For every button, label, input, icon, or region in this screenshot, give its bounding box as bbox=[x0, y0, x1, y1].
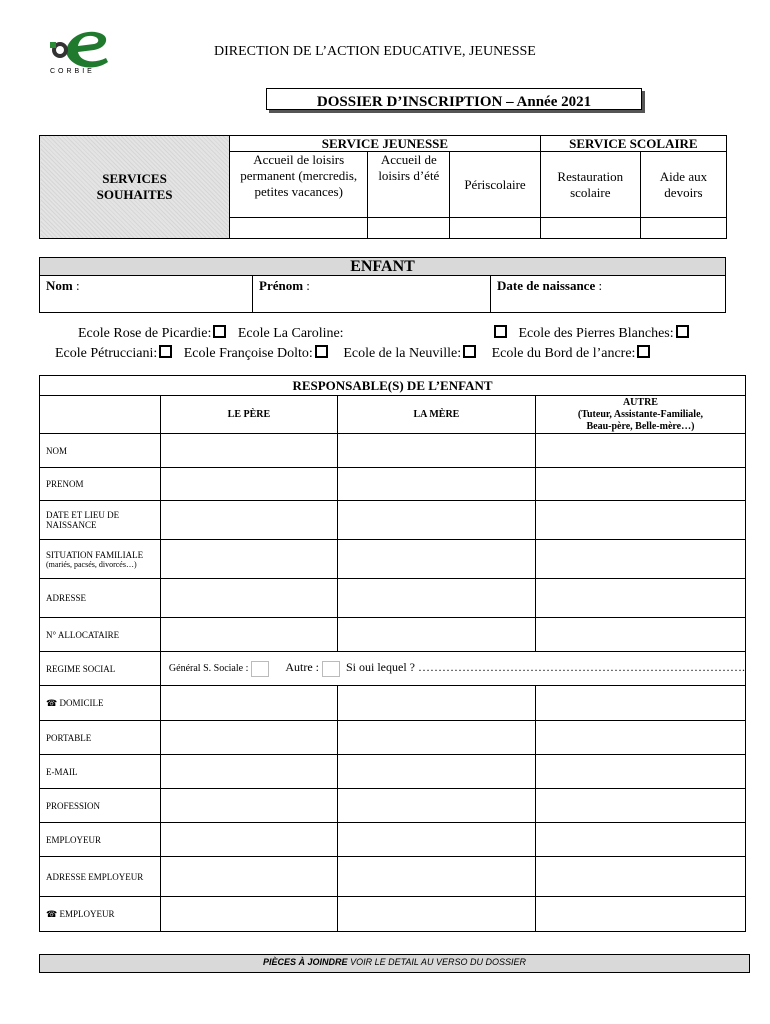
row-label: REGIME SOCIAL bbox=[40, 652, 161, 686]
enfant-prenom-field[interactable] bbox=[253, 276, 491, 313]
field-cell[interactable] bbox=[535, 501, 745, 540]
logo bbox=[44, 22, 116, 80]
field-cell[interactable] bbox=[535, 618, 745, 652]
colon: : bbox=[598, 278, 603, 293]
field-cell[interactable] bbox=[160, 789, 337, 823]
field-cell[interactable] bbox=[160, 579, 337, 618]
ecole-checkbox[interactable] bbox=[463, 345, 476, 358]
row-label-line: DATE ET LIEU DE bbox=[46, 510, 120, 520]
corbie-logo-icon bbox=[44, 22, 116, 72]
document-title-box bbox=[266, 88, 642, 110]
ecole-label: Ecole Pétrucciani: bbox=[55, 346, 158, 361]
ecole-checkbox[interactable] bbox=[159, 345, 172, 358]
col-autre-detail: Beau-père, Belle-mère…) bbox=[586, 420, 695, 432]
ecole-checkbox[interactable] bbox=[676, 325, 689, 338]
row-label-line: (mariés, pacsés, divorcés…) bbox=[46, 559, 137, 569]
ecole-label: Ecole de la Neuville: bbox=[343, 346, 462, 361]
ecole-checkbox[interactable] bbox=[637, 345, 650, 358]
ecole-label: Ecole du Bord de l’ancre: bbox=[491, 346, 636, 361]
field-cell[interactable] bbox=[337, 789, 535, 823]
field-cell[interactable] bbox=[535, 540, 745, 579]
ecole-checkbox[interactable] bbox=[315, 345, 328, 358]
ecole-label: Ecole Rose de Picardie: bbox=[78, 326, 212, 341]
ecole-label: Ecole des Pierres Blanches: bbox=[518, 326, 674, 341]
row-label: ☎ DOMICILE bbox=[40, 686, 161, 721]
field-cell[interactable] bbox=[535, 823, 745, 857]
col-autre-detail: (Tuteur, Assistante-Familiale, bbox=[577, 408, 704, 420]
field-cell[interactable] bbox=[535, 579, 745, 618]
row-label: ☎ EMPLOYEUR bbox=[40, 897, 161, 932]
regime-autre-label: Autre : bbox=[285, 660, 319, 675]
document-title: DOSSIER D’INSCRIPTION – Année 2021 bbox=[316, 94, 592, 110]
colon: : bbox=[306, 278, 310, 293]
col-autre-title: AUTRE bbox=[622, 396, 658, 408]
row-label: PORTABLE bbox=[40, 721, 161, 755]
row-label: E-MAIL bbox=[40, 755, 161, 789]
field-cell[interactable] bbox=[535, 897, 745, 932]
row-label: PROFESSION bbox=[40, 789, 161, 823]
field-cell[interactable] bbox=[535, 686, 745, 721]
service-item: Aide aux devoirs bbox=[640, 152, 726, 218]
service-item: Restauration scolaire bbox=[540, 152, 640, 218]
field-cell[interactable] bbox=[337, 468, 535, 501]
field-cell[interactable] bbox=[160, 468, 337, 501]
prenom-label: Prénom bbox=[259, 278, 304, 293]
enfant-title: ENFANT bbox=[350, 258, 415, 275]
date-naissance-label: Date de naissance bbox=[497, 278, 596, 293]
field-cell[interactable] bbox=[337, 501, 535, 540]
service-item: Accueil de loisirs d’été bbox=[368, 152, 450, 218]
services-label: SERVICES SOUHAITES bbox=[96, 171, 173, 202]
row-label-line: NAISSANCE bbox=[46, 520, 97, 530]
enfant-table bbox=[39, 275, 726, 313]
service-checkbox-cell[interactable] bbox=[640, 218, 726, 239]
field-cell[interactable] bbox=[337, 686, 535, 721]
pieces-label: PIÈCES À JOINDRE bbox=[263, 957, 348, 967]
service-checkbox-cell[interactable] bbox=[368, 218, 450, 239]
ecole-label: Ecole Françoise Dolto: bbox=[183, 346, 313, 361]
colon: : bbox=[75, 278, 80, 293]
empty-corner bbox=[40, 396, 161, 434]
service-jeunesse-header: SERVICE JEUNESSE bbox=[230, 136, 541, 152]
field-cell[interactable] bbox=[160, 686, 337, 721]
service-checkbox-cell[interactable] bbox=[540, 218, 640, 239]
field-cell[interactable] bbox=[337, 755, 535, 789]
service-item: Accueil de loisirs permanent (mercredis, petites vacances) bbox=[230, 152, 368, 218]
regime-general-checkbox[interactable] bbox=[251, 661, 269, 677]
enfant-date-field[interactable] bbox=[491, 276, 726, 313]
regime-cell bbox=[160, 652, 745, 686]
field-cell[interactable] bbox=[337, 618, 535, 652]
col-mere: LA MÈRE bbox=[337, 396, 535, 434]
enfant-header bbox=[39, 257, 726, 276]
field-cell[interactable] bbox=[337, 857, 535, 897]
ecoles-line-1 bbox=[78, 325, 344, 342]
ecoles-line-1b bbox=[492, 325, 691, 342]
field-cell[interactable] bbox=[160, 857, 337, 897]
row-label bbox=[40, 540, 161, 579]
row-label-line: SITUATION FAMILIALE bbox=[46, 549, 144, 560]
ecole-checkbox[interactable] bbox=[213, 325, 226, 338]
responsables-table bbox=[39, 375, 746, 932]
field-cell[interactable] bbox=[535, 468, 745, 501]
enfant-nom-field[interactable] bbox=[40, 276, 253, 313]
field-cell[interactable] bbox=[535, 857, 745, 897]
field-cell[interactable] bbox=[160, 618, 337, 652]
row-label: EMPLOYEUR bbox=[40, 823, 161, 857]
row-label bbox=[40, 501, 161, 540]
field-cell[interactable] bbox=[160, 540, 337, 579]
service-scolaire-header: SERVICE SCOLAIRE bbox=[540, 136, 726, 152]
footer-bar bbox=[39, 954, 750, 973]
regime-general-label: Général S. Sociale : bbox=[168, 663, 249, 675]
field-cell[interactable] bbox=[535, 755, 745, 789]
regime-lequel[interactable]: Si oui lequel ? ………………………………………………………………………. bbox=[346, 660, 745, 675]
ecoles-line-2 bbox=[55, 345, 652, 362]
field-cell[interactable] bbox=[337, 721, 535, 755]
row-label: PRENOM bbox=[40, 468, 161, 501]
services-label-cell bbox=[40, 136, 230, 239]
row-label: N° ALLOCATAIRE bbox=[40, 618, 161, 652]
field-cell[interactable] bbox=[160, 755, 337, 789]
field-cell[interactable] bbox=[535, 789, 745, 823]
field-cell[interactable] bbox=[160, 501, 337, 540]
col-autre bbox=[535, 396, 745, 434]
field-cell[interactable] bbox=[160, 897, 337, 932]
col-pere: LE PÈRE bbox=[160, 396, 337, 434]
field-cell[interactable] bbox=[535, 434, 745, 468]
field-cell[interactable] bbox=[337, 579, 535, 618]
field-cell[interactable] bbox=[535, 721, 745, 755]
field-cell[interactable] bbox=[160, 721, 337, 755]
nom-label: Nom bbox=[46, 278, 73, 293]
service-checkbox-cell[interactable] bbox=[230, 218, 368, 239]
field-cell[interactable] bbox=[160, 434, 337, 468]
regime-autre-checkbox[interactable] bbox=[322, 661, 340, 677]
field-cell[interactable] bbox=[337, 540, 535, 579]
row-label: ADRESSE EMPLOYEUR bbox=[40, 857, 161, 897]
service-item: Périscolaire bbox=[450, 152, 540, 218]
ecole-label: Ecole La Caroline: bbox=[237, 326, 344, 341]
field-cell[interactable] bbox=[337, 823, 535, 857]
field-cell[interactable] bbox=[160, 823, 337, 857]
services-table bbox=[39, 135, 727, 239]
ecole-checkbox[interactable] bbox=[494, 325, 507, 338]
field-cell[interactable] bbox=[337, 897, 535, 932]
row-label: ADRESSE bbox=[40, 579, 161, 618]
service-checkbox-cell[interactable] bbox=[450, 218, 540, 239]
field-cell[interactable] bbox=[337, 434, 535, 468]
row-label: NOM bbox=[40, 434, 161, 468]
pieces-detail: VOIR LE DETAIL AU VERSO DU DOSSIER bbox=[350, 957, 526, 967]
responsables-title: RESPONSABLE(S) DE L’ENFANT bbox=[40, 376, 746, 396]
direction-heading: DIRECTION DE L’ACTION EDUCATIVE, JEUNESSE bbox=[214, 44, 536, 59]
logo-text: CORBIE bbox=[50, 68, 95, 75]
